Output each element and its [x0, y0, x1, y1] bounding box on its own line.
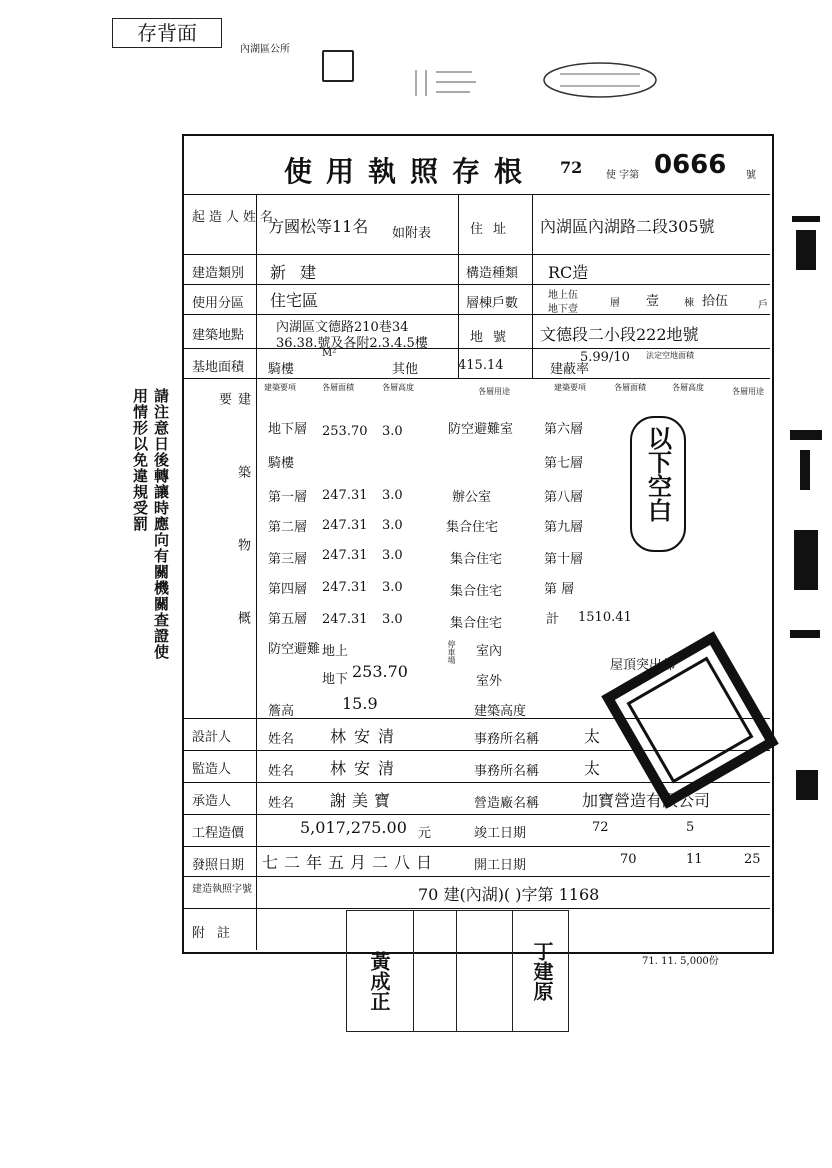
designer-office-label: 事務所名稱 — [474, 732, 540, 747]
cost-unit: 元 — [418, 826, 432, 841]
square-seal-icon — [322, 50, 354, 82]
contractor-company-label: 營造廠名稱 — [474, 796, 540, 811]
site-address-1: 內湖區文德路210巷34 — [276, 320, 409, 335]
floor-name-right: 第八層 — [544, 490, 584, 505]
structure-label: 構造種類 — [466, 266, 519, 281]
contractor-name: 謝美寶 — [330, 791, 397, 810]
permit-suffix: 號 — [746, 170, 756, 181]
floors-header-item-r: 建築要項 — [554, 383, 586, 392]
page-title: 使用執照存根 — [284, 155, 537, 188]
area-label: 基地面積 — [192, 360, 245, 375]
site-label: 建築地點 — [192, 328, 245, 343]
edge-bleed-icon — [786, 210, 826, 810]
floor-use: 集合住宅 — [450, 616, 503, 631]
floor-area: 247.31 — [322, 580, 368, 595]
floors-header-use: 各層用途 — [478, 387, 510, 396]
start-year: 70 — [620, 852, 637, 867]
permit-number: 0666 — [654, 150, 727, 180]
designer-label: 設計人 — [192, 730, 232, 745]
lot-label: 地號 — [470, 330, 517, 345]
blank-note-bracket — [630, 416, 686, 552]
floor-name: 第四層 — [268, 582, 308, 597]
floor-area: 247.31 — [322, 548, 368, 563]
use-zone-value: 住宅區 — [270, 291, 319, 310]
building-type-value: 新建 — [270, 263, 331, 282]
shelter-above: 地上 — [322, 644, 349, 659]
floor-height: 3.0 — [382, 518, 403, 533]
floors-above: 地上伍 — [548, 290, 578, 301]
done-month: 5 — [686, 820, 695, 835]
roof-label: 屋頂突出部 — [610, 658, 676, 673]
supervisor-office: 太 — [584, 759, 601, 778]
coverage-label: 建蔽率 — [550, 362, 590, 377]
floor-name-right: 第七層 — [544, 456, 584, 471]
section-chief-signature: 丁建原 — [530, 941, 554, 1001]
stamp-cell — [412, 910, 457, 1032]
floors-below: 地下壹 — [548, 304, 578, 315]
supervisor-name: 林安清 — [330, 759, 403, 778]
clerk-stamp — [346, 910, 414, 1032]
corner-stamp: 內湖區公所 — [240, 44, 290, 55]
floor-name: 騎樓 — [268, 456, 295, 471]
start-day: 25 — [744, 852, 761, 867]
coverage-value: 5.99/10 — [580, 350, 630, 365]
designer-name: 林安清 — [330, 727, 403, 746]
floor-use: 集合住宅 — [446, 520, 499, 535]
dong-unit: 棟 — [684, 298, 694, 309]
permit-year: 72 — [560, 158, 583, 177]
floor-area: 253.70 — [322, 424, 368, 439]
open-label: 法定空地面積 — [646, 351, 694, 360]
floor-name: 第三層 — [268, 552, 308, 567]
use-zone-label: 使用分區 — [192, 296, 245, 311]
building-height-label: 建築高度 — [474, 704, 527, 719]
shelter-label: 防空避難 — [268, 642, 321, 657]
start-label: 開工日期 — [474, 858, 527, 873]
floors-unit: 層 — [610, 298, 620, 309]
dong-count: 壹 — [646, 294, 660, 309]
applicant-attached: 如附表 — [392, 226, 432, 241]
issue-label: 發照日期 — [192, 858, 245, 873]
floors-header-height-r: 各層高度 — [672, 383, 704, 392]
corner-tag: 存背面 — [112, 18, 222, 48]
parking-outdoor: 室外 — [476, 674, 503, 689]
floor-area: 247.31 — [322, 488, 368, 503]
applicant-label: 起造人姓名 — [192, 210, 278, 225]
parking-label: 停車場 — [447, 640, 456, 664]
floor-height: 3.0 — [382, 612, 403, 627]
remarks-label: 附註 — [192, 926, 243, 941]
floor-height: 3.0 — [382, 548, 403, 563]
floor-name-right: 第 層 — [544, 582, 575, 597]
floors-header-area-r: 各層面積 — [614, 383, 646, 392]
applicant-name: 方國松等11名 — [268, 217, 369, 236]
cost-label: 工程造價 — [192, 826, 245, 841]
done-year: 72 — [592, 820, 609, 835]
structure-value: RC造 — [548, 263, 589, 282]
floor-name: 第二層 — [268, 520, 308, 535]
section-chief-stamp — [512, 910, 569, 1032]
floor-name: 地下層 — [268, 422, 308, 437]
shelter-below: 地下 — [322, 672, 349, 687]
issue-value: 七二年五月二八日 — [262, 853, 439, 872]
permit-label: 建造執照字號 — [192, 884, 252, 895]
qilou-label: 騎樓 — [268, 362, 295, 377]
clerk-signature: 黃成正 — [367, 951, 391, 1011]
permit-prefix: 使 字第 — [606, 170, 640, 181]
floors-header-area: 各層面積 — [322, 383, 354, 392]
shelter-below-value: 253.70 — [352, 662, 408, 681]
floor-name: 第五層 — [268, 612, 308, 627]
building-type-label: 建造類別 — [192, 266, 245, 281]
supervisor-name-label: 姓名 — [268, 764, 295, 779]
officer-stamp — [456, 910, 513, 1032]
floor-height: 3.0 — [382, 488, 403, 503]
designer-office: 太 — [584, 727, 601, 746]
contractor-company: 加寶營造有限公司 — [582, 791, 711, 810]
floor-use: 集合住宅 — [450, 584, 503, 599]
site-address-2: 36.38.號及各附2.3.4.5樓 — [276, 336, 428, 351]
address-label: 住址 — [470, 222, 517, 237]
header-stamp-text-icon — [412, 66, 482, 100]
blank-note: 以下空白 — [643, 426, 672, 522]
floor-height: 3.0 — [382, 580, 403, 595]
hu-unit: 戶 — [758, 300, 768, 311]
side-note: 請注意日後轉讓時應向有關機關查證使用情形以免違規受罰 — [131, 388, 170, 660]
floor-name: 第一層 — [268, 490, 308, 505]
other-value: 415.14 — [458, 358, 504, 373]
contractor-label: 承造人 — [192, 794, 232, 809]
floor-area: 247.31 — [322, 518, 368, 533]
permit-value: 70 建(內湖)( )字第 1168 — [418, 885, 600, 904]
footer-code: 71. 11. 5,000份 — [642, 956, 719, 967]
cost-value: 5,017,275.00 — [300, 818, 407, 837]
building-items-label: 建築物概要 — [216, 392, 250, 684]
supervisor-office-label: 事務所名稱 — [474, 764, 540, 779]
start-month: 11 — [686, 852, 703, 867]
floor-name-right: 第九層 — [544, 520, 584, 535]
floors-header-use-r: 各層用途 — [732, 387, 764, 396]
oval-stamp-icon — [540, 60, 660, 100]
floor-name-right: 第十層 — [544, 552, 584, 567]
contractor-name-label: 姓名 — [268, 796, 295, 811]
floors-header-item: 建築要項 — [264, 383, 296, 392]
parking-indoor: 室內 — [476, 644, 503, 659]
designer-name-label: 姓名 — [268, 732, 295, 747]
floor-name-right: 計 — [546, 612, 560, 627]
floor-use: 辦公室 — [452, 490, 492, 505]
area-unit-1: M² — [322, 348, 337, 359]
address-value: 內湖區內湖路二段305號 — [540, 217, 715, 236]
floors-header-height: 各層高度 — [382, 383, 414, 392]
floor-name-right: 第六層 — [544, 422, 584, 437]
eaves-value: 15.9 — [342, 694, 378, 713]
floor-use: 防空避難室 — [448, 422, 514, 437]
floors-label: 層棟戶數 — [466, 296, 519, 311]
hu-count: 拾伍 — [702, 294, 729, 309]
supervisor-label: 監造人 — [192, 762, 232, 777]
floor-area: 247.31 — [322, 612, 368, 627]
floor-use: 集合住宅 — [450, 552, 503, 567]
official-stamp-icon — [600, 630, 780, 810]
other-label: 其他 — [392, 362, 419, 377]
lot-value: 文德段二小段222地號 — [540, 325, 699, 344]
done-label: 竣工日期 — [474, 826, 527, 841]
total-area: 1510.41 — [578, 610, 632, 625]
eaves-label: 簷高 — [268, 704, 295, 719]
floor-height: 3.0 — [382, 424, 403, 439]
